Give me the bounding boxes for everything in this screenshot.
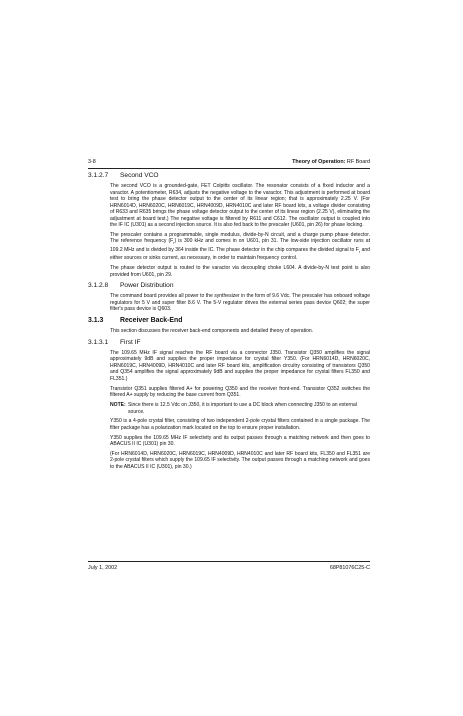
paragraph: Y350 supplies the 109.65 MHz IF selectivity and its output passes through a matching network and then goes to ABACUS II IC (U301) pin 30. bbox=[110, 434, 370, 448]
paragraph-prescaler: The prescaler contains a programmable, single modulus, divide-by-N circuit, and a charge pump phase detector. The reference frequency $(F_r)$ is 300 kHz and comes in on U601, pin 31. The low-side injection oscillator runs at 109.2 MHz and is divided by 364 inside the IC. The phase detector in the chip compares the divided signal to $F_r$ and either sources or sinks current, as necessary, in order to maintain frequency control. bbox=[110, 231, 370, 262]
page-footer bbox=[88, 564, 370, 573]
section-heading-power-distribution bbox=[88, 281, 370, 291]
section-heading-second-vco bbox=[88, 171, 370, 181]
note-label: NOTE: bbox=[110, 402, 126, 409]
page-number: 3-8 bbox=[88, 159, 96, 165]
running-title-suffix: RF Board bbox=[345, 159, 370, 165]
footer-rule bbox=[88, 561, 370, 562]
paragraph: Y350 is a 4-pole crystal filter, consisting of two independent 2-pole crystal filters contained in a single package. The filter package has a polarization mark located on the top to ensure proper installation. bbox=[110, 418, 370, 431]
section-body-first-if bbox=[110, 350, 370, 470]
section-title: First IF bbox=[120, 338, 141, 346]
section-body-receiver-back-end bbox=[110, 328, 370, 335]
section-number: 3.1.2.7 bbox=[88, 172, 109, 179]
section-number: 3.1.3 bbox=[88, 317, 104, 325]
paragraph: The 109.65 MHz IF signal reaches the RF board via a connector J350. Transistor Q350 amplifies the signal approximately 9dB and supplies the proper impedance for crystal filter Y350. (For HRN6014D, HRN6020C, HRN6019C, HRN4009D, HRN4010C and later RF board kits, amplification circuitry consisting of transistors Q350 and Q354 amplifies the signal approximately 9dB and supplies the proper impedance for crystal filters FL350 and FL351.) bbox=[110, 349, 370, 382]
note-text: Since there is 12.5 Vdc on J350, it is important to use a DC block when connecting J350 to an external source. bbox=[128, 402, 357, 415]
paragraph: Transistor Q351 supplies filtered A+ for powering Q350 and the receiver front-end. Transistor Q352 switches the filtered A+ supply by reducing the base current from Q351. bbox=[110, 385, 370, 399]
section-heading-receiver-back-end bbox=[88, 316, 370, 326]
paragraph: This section discusses the receiver back-end components and detailed theory of operation. bbox=[110, 328, 314, 335]
header-rule bbox=[88, 168, 370, 169]
section-title: Power Distribution bbox=[120, 282, 174, 290]
section-number: 3.1.2.8 bbox=[88, 282, 109, 290]
paragraph: (For HRN6014D, HRN6020C, HRN6019C, HRN4009D, HRN4010C and later RF board kits, FL350 and FL351 are 2-pole crystal filters which supply the 109.65 IF selectivity. The output passes through a matching network and goes to the ABACUS II IC (U301), pin 30.) bbox=[110, 450, 370, 470]
section-title: Receiver Back-End bbox=[120, 317, 183, 325]
section-body-power-distribution bbox=[110, 293, 370, 313]
section-heading-first-if bbox=[88, 338, 370, 348]
running-title-prefix: Theory of Operation: bbox=[292, 159, 346, 165]
paragraph: The command board provides all power to the synthesizer in the form of 9.6 Vdc. The prescaler has onboard voltage regulators for 5 V and super filter 8.6 V. The 5-V regulator drives the external series pass device Q602; the super filter's pass device is Q603. bbox=[110, 293, 370, 313]
section-title: Second VCO bbox=[120, 172, 159, 179]
running-title bbox=[292, 158, 370, 167]
page-body bbox=[88, 171, 370, 474]
paragraph: The second VCO is a grounded-gate, FET Colpitts oscillator. The resonator consists of a fixed inductor and a varactor. A potentiometer, R634, adjusts the negative voltage to the varactor. This adjustment is performed at board test to bring the phase detector output to the center of its linear region; that is approximately 2.25 V. (For HRN6014D, HRN6020C, HRN6019C, HRN4009D, HRN4010C and later RF board kits, a voltage divider consisting of R633 and R635 brings the phase voltage detector output to the center of its linear region (2.25 V), eliminating the adjustment at board test.) The negative voltage is filtered by R611 and C612. The oscillator output is coupled into the IF IC (U301) as a second injection source. It is also fed back to the prescaler (U601, pin 26) for phase locking. bbox=[110, 183, 370, 228]
section-number: 3.1.3.1 bbox=[88, 338, 109, 346]
note-callout bbox=[110, 402, 370, 415]
footer-date: July 1, 2002 bbox=[88, 565, 118, 571]
page-header bbox=[88, 158, 370, 167]
section-body-second-vco bbox=[110, 183, 370, 278]
footer-doc-number: 68P81076C25-C bbox=[329, 565, 370, 571]
paragraph: The phase detector output is routed to the varactor via decoupling choke L604. A divide-by-N test point is also provided from U601, pin 29. bbox=[110, 265, 370, 278]
